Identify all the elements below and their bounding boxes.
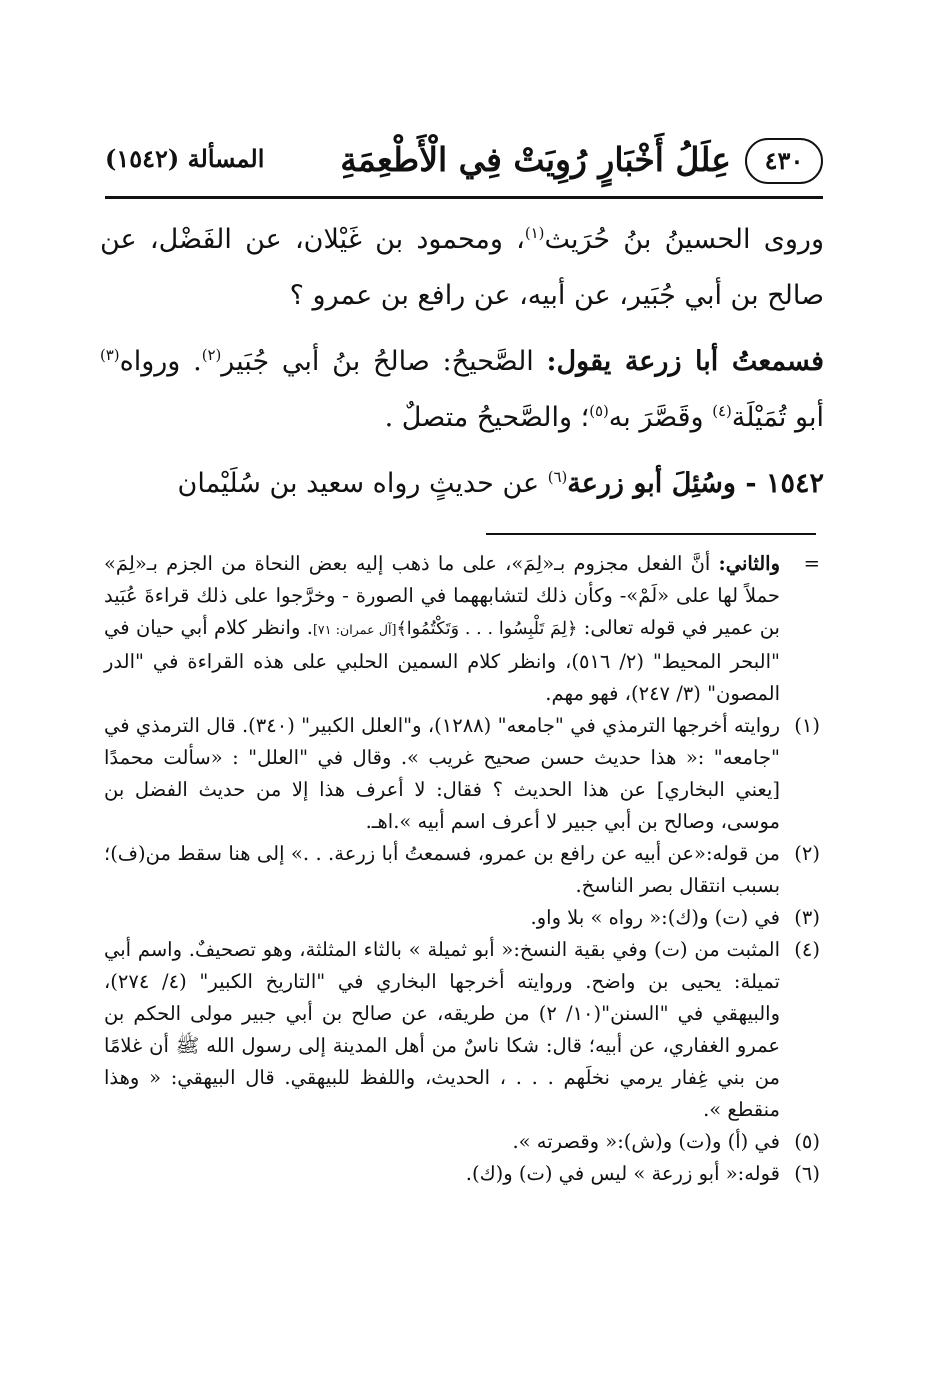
footnote-number: (٦) (794, 1162, 820, 1185)
text-run: وروى الحسينُ بنُ حُرَيث (544, 224, 825, 255)
quran-quote: ﴿لِمَ تَلْبِسُوا . . . وَتَكْتُمُوا﴾ (396, 619, 578, 639)
footnote-6 (104, 1158, 820, 1190)
text-run: . ورواه (119, 346, 202, 377)
verse-reference: [آل عمران: ٧١] (312, 622, 397, 637)
text-run: الصَّحيحُ: صالحُ بنُ أبي جُبَير (221, 346, 547, 377)
main-paragraph-2 (100, 334, 824, 446)
header-divider (105, 196, 823, 199)
footnote-number: (٥) (794, 1130, 820, 1153)
page-header (105, 132, 823, 188)
footnote-ref: (١) (524, 224, 545, 242)
footnote-2 (104, 838, 820, 902)
footnote-ref: (٤) (712, 402, 732, 420)
main-text (100, 212, 824, 512)
footnote-number: (٢) (794, 842, 820, 865)
text-run: عن حديثٍ رواه سعيد بن سُلَيْمان (177, 468, 548, 499)
running-title: عِلَلُ أَخْبَارٍ رُوِيَتْ فِي الْأَطْعِمَةِ (340, 140, 731, 179)
footnote-text: قوله:« أبو زرعة » ليس في (ت) و(ك). (465, 1162, 780, 1185)
footnotes (104, 548, 820, 1190)
page-number: ٤٣٠ (745, 138, 823, 184)
footnote-number: (١) (794, 714, 820, 737)
footnote-ref: (٢) (201, 346, 222, 364)
footnote-ref: (٣) (100, 346, 120, 364)
footnote-5 (104, 1126, 820, 1158)
text-run: وقَصَّرَ به (608, 402, 713, 433)
footnote-ref: (٥) (589, 402, 609, 420)
footnote-3 (104, 902, 820, 934)
footnote-text: المثبت من (ت) وفي بقية النسخ:« أبو ثميلة » بالثاء المثلثة، وهو تصحيفٌ. واسم أبي تميلة: يحيى بن واضح. وروايته أخرجها البخاري في "التاريخ الكبير" (٤/ ٢٧٤)، والبيهقي في "السنن"(١٠/ ٢) من طريقه، عن صالح بن أبي جبير مولى الحكم بن عمرو الغفاري، عن أبيه؛ قال: شكا ناسٌ من أهل المدينة إلى رسول الله ﷺ أن غلامًا من بني غِفار يرمي نخلَهم . . . ، الحديث، واللفظ للبيهقي. قال البيهقي: « وهذا منقطع ». (104, 938, 780, 1121)
footnote-continued (104, 548, 820, 710)
footnote-4 (104, 934, 820, 1126)
main-paragraph-3 (100, 456, 824, 512)
footnote-text: روايته أخرجها الترمذي في "جامعه" (١٢٨٨)، و"العلل الكبير" (٣٤٠). قال الترمذي في "جامعه" :« هذا حديث حسن صحيح غريب ». وقال في "العلل" : «سألت محمدًا [يعني البخاري] عن هذا الحديث ؟ فقال: لا أعرف هذا إلا من حديث الفضل بن موسى، وصالح بن أبي جبير لا أعرف اسم أبيه ».اهـ. (104, 714, 780, 833)
text-run: ؛ والصَّحيحُ متصلٌ . (384, 402, 590, 433)
footnote-text: من قوله:«عن أبيه عن رافع بن عمرو، فسمعتُ أبا زرعة. . .» إلى هنا سقط من(ف)؛ بسبب انتقال بصر الناسخ. (104, 842, 780, 897)
issue-heading: ١٥٤٢ - وسُئِلَ أبو زرعة (567, 468, 824, 499)
text-run: أبو تُمَيْلَة (731, 402, 824, 433)
footnote-1 (104, 710, 820, 838)
continuation-mark: = (803, 552, 820, 575)
footnote-number: (٤) (794, 938, 820, 961)
footnote-text: في (ت) و(ك):« رواه » بلا واو. (530, 906, 780, 929)
footnote-text: والثاني: أنَّ الفعل مجزوم بـ«لِمَ»، على ما ذهب إليه بعض النحاة من الجزم بـ«لِمَ» حملاً لها على «لَمْ»- وكأن ذلك لتشابههما في الصورة - وخرَّجوا على ذلك قراءةَ عُبَيد بن عمير في قوله تعالى: ﴿لِمَ تَلْبِسُوا . . . وَتَكْتُمُوا﴾[آل عمران: ٧١]. وانظر كلام أبي حيان في "البحر المحيط" (٢/ ٥١٦)، وانظر كلام السمين الحلبي على هذه القراءة في "الدر المصون" (٣/ ٢٤٧)، فهو مهم. (104, 552, 780, 705)
footnote-ref: (٦) (547, 468, 568, 486)
footnote-number: (٣) (794, 906, 820, 929)
issue-number-label: المسألة (١٥٤٢) (105, 144, 265, 173)
footnote-text: في (أ) و(ت) و(ش):« وقصرته ». (512, 1130, 780, 1153)
footnote-divider (486, 533, 816, 535)
text-run: ، ومحمود بن غَيْلان، عن الفَضْل، عن صالح بن أبي جُبَير، عن أبيه، عن رافع بن عمرو ؟ (100, 224, 824, 311)
bold-lead: فسمعتُ أبا زرعة يقول: (546, 346, 825, 377)
main-paragraph-1 (100, 212, 824, 324)
